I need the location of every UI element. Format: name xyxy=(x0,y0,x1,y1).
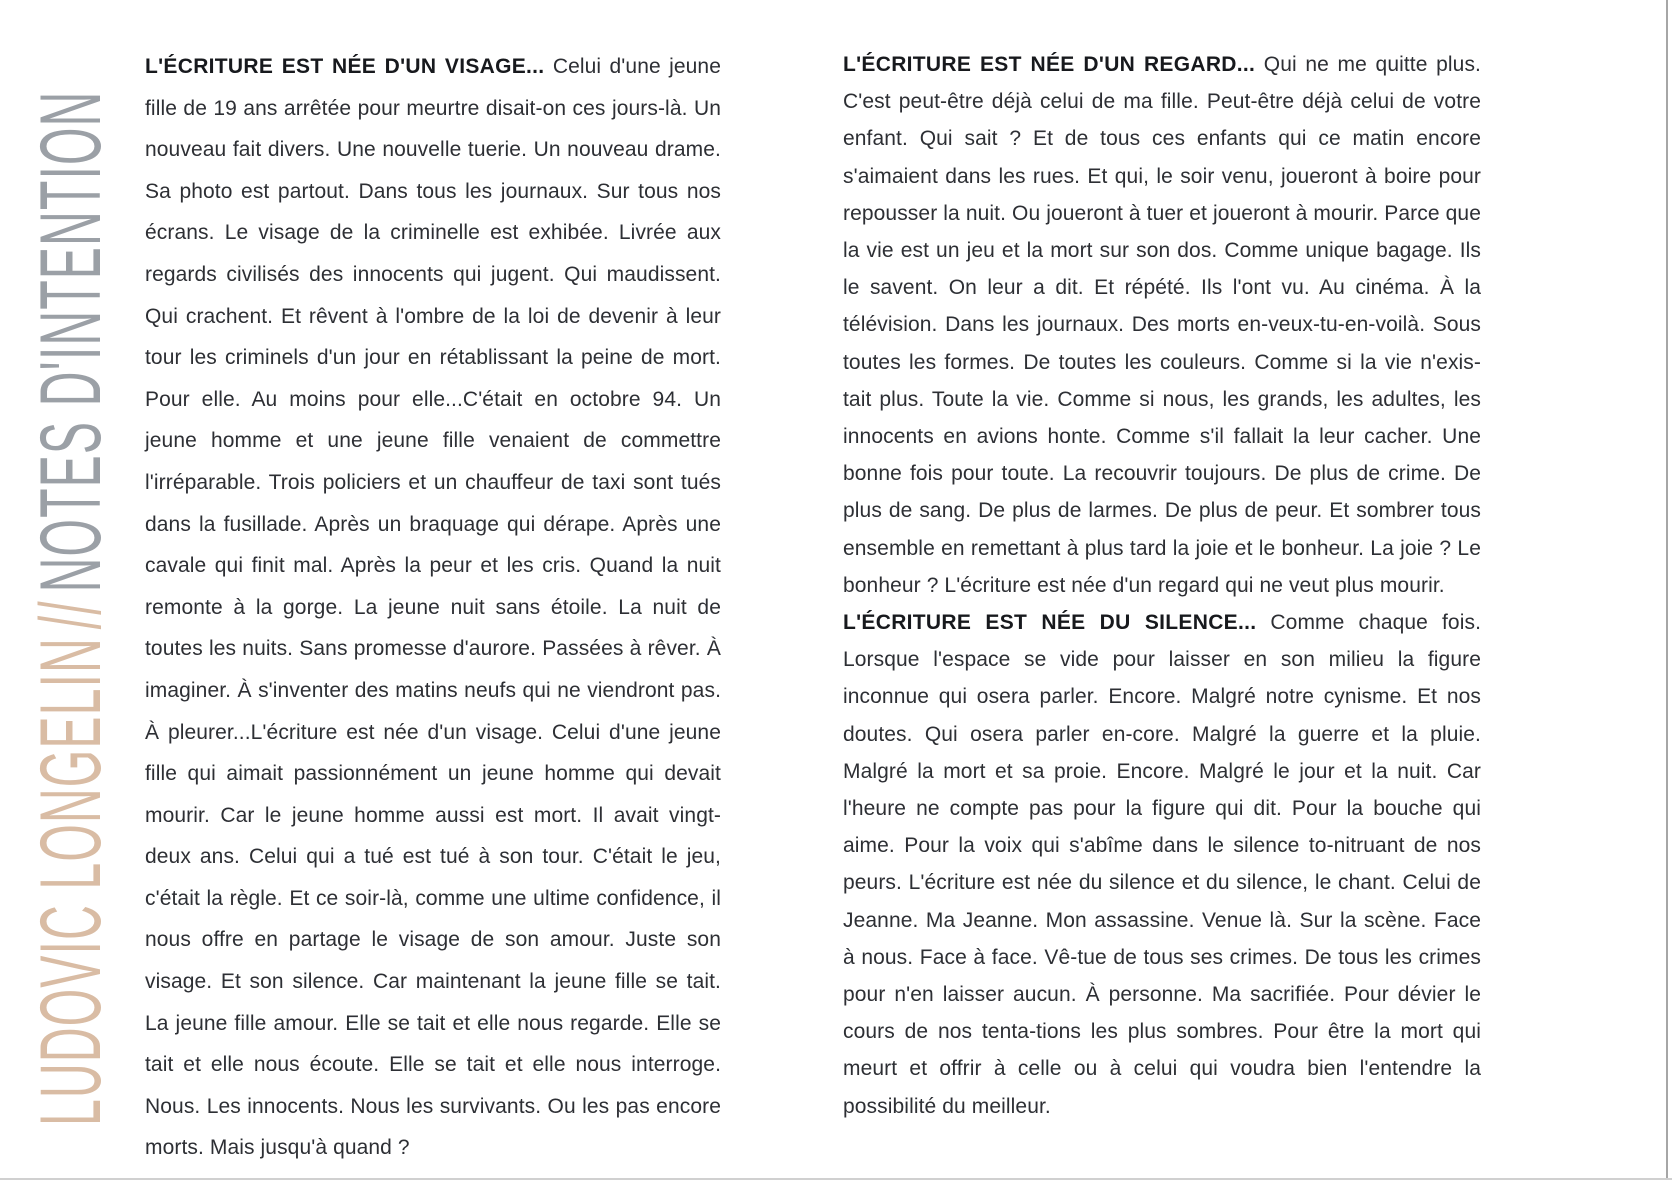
paragraph-visage-lead: L'ÉCRITURE EST NÉE D'UN VISAGE... xyxy=(145,55,545,78)
paragraph-regard-body: Qui ne me quitte plus. C'est peut-être déjà celui de ma fille. Peut-être déjà celui de votre enfant. Qui sait ? Et de tous ces enfants qui ce matin encore s'aimaient dans les rues. Et qui, le soir venu, joueront à boire pour repousser la nuit. Ou joueront à tuer et joueront à mourir. Parce que la vie est un jeu et la mort sur son dos. Comme unique bagage. Ils le savent. On leur a dit. Et répété. Ils l'ont vu. Au cinéma. À la télévision. Dans les journaux. Des morts en-veux-tu-en-voilà. Sous toutes les formes. De toutes les couleurs. Comme si la vie n'exis-tait plus. Toute la vie. Comme si nous, les grands, les adultes, les innocents en avions honte. Comme s'il fallait la leur cacher. Une bonne fois pour toute. La recouvrir toujours. De plus de crime. De plus de sang. De plus de larmes. De plus de peur. Et sombrer tous ensemble en remettant à plus tard la joie et le bonheur. La joie ? Le bonheur ? L'écriture est née d'un regard qui ne veut plus mourir. xyxy=(843,53,1481,597)
paragraph-silence-body: Comme chaque fois. Lorsque l'espace se vide pour laisser en son milieu la figure inconnue qui osera parler. Encore. Malgré notre cynisme. Et nos doutes. Qui osera parler en-core. Malgré la guerre et la pluie. Malgré la mort et sa proie. Encore. Malgré le jour et la nuit. Car l'heure ne compte pas pour la figure qui dit. Pour la bouche qui aime. Pour la voix qui s'abîme dans le silence to-nitruant de nos peurs. L'écriture est née du silence et du silence, le chant. Celui de Jeanne. Ma Jeanne. Mon assassine. Venue là. Sur la scène. Face à nous. Face à face. Vê-tue de tous ses crimes. De tous les crimes pour n'en laisser aucun. À personne. Ma sacrifiée. Pour dévier le cours de nos tenta-tions les plus sombres. Pour être la mort qui meurt et offrir à celle ou à celui qui voudra bien l'entendre la possibilité du meilleur. xyxy=(843,611,1482,1118)
right-text-column xyxy=(843,46,1481,1125)
title-separator: // xyxy=(23,600,119,630)
paragraph-regard-lead: L'ÉCRITURE EST NÉE D'UN REGARD... xyxy=(843,53,1256,76)
paragraph-regard xyxy=(843,46,1481,604)
section-title: NOTES D'INTENTION xyxy=(23,90,119,593)
left-text-column xyxy=(145,46,721,1169)
paragraph-silence xyxy=(843,604,1481,1125)
paragraph-silence-lead: L'ÉCRITURE EST NÉE DU SILENCE... xyxy=(843,611,1257,635)
paragraph-visage xyxy=(145,46,721,1169)
page-right-edge-line xyxy=(1666,0,1668,1180)
sidebar-vertical-title xyxy=(23,26,119,1126)
author-name: LUDOVIC LONGELIN xyxy=(23,637,119,1126)
sidebar-title-text xyxy=(23,90,119,1126)
paragraph-visage-body: Celui d'une jeune fille de 19 ans arrêtée pour meurtre disait-on ces jours-là. Un nouveau fait divers. Une nouvelle tuerie. Un nouveau drame. Sa photo est partout. Dans tous les journaux. Sur tous nos écrans. Le visage de la criminelle est exhibée. Livrée aux regards civilisés des innocents qui jugent. Qui maudissent. Qui crachent. Et rêvent à l'ombre de la loi de devenir à leur tour les criminels d'un jour en rétablissant la peine de mort. Pour elle. Au moins pour elle...C'était en octobre 94. Un jeune homme et une jeune fille venaient de commettre l'irréparable. Trois policiers et un chauffeur de taxi sont tués dans la fusillade. Après un braquage qui dérape. Après une cavale qui finit mal. Après la peur et les cris. Quand la nuit remonte à la gorge. La jeune nuit sans étoile. La nuit de toutes les nuits. Sans promesse d'aurore. Passées à rêver. À imaginer. À s'inventer des matins neufs qui ne viendront pas. À pleurer...L'écriture est née d'un visage. Celui d'une jeune fille qui aimait passionnément un jeune homme qui devait mourir. Car le jeune homme aussi est mort. Il avait vingt-deux ans. Celui qui a tué est tué à son tour. C'était le jeu, c'était la règle. Et ce soir-là, comme une ultime confidence, il nous offre en partage le visage de son amour. Juste son visage. Et son silence. Car maintenant la jeune fille se tait. La jeune fille amour. Elle se tait et elle nous regarde. Elle se tait et elle nous écoute. Elle se tait et elle nous interroge. Nous. Les innocents. Nous les survivants. Ou les pas encore morts. Mais jusqu'à quand ? xyxy=(145,55,721,1160)
